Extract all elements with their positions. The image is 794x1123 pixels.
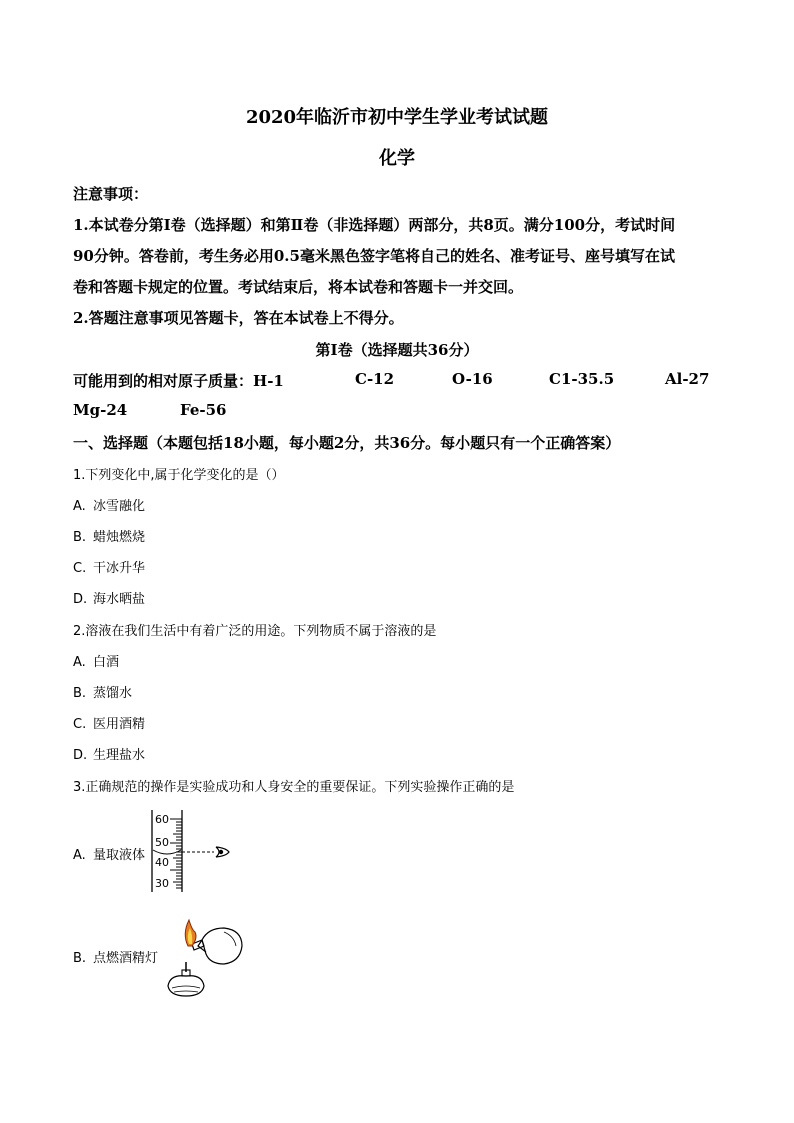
option-text: 白酒 [93, 655, 120, 670]
option-letter: B. [73, 686, 87, 701]
option-letter: B. [73, 530, 87, 545]
cylinder-tick-label-60: 60 [155, 813, 169, 826]
notice-heading: 注意事项： [73, 185, 149, 203]
question-1-option-d[interactable] [73, 588, 145, 607]
masses-label-text: 可能用到的相对原子质量： [73, 372, 254, 390]
option-letter: A. [73, 655, 86, 670]
mass-mg: Mg-24 [73, 401, 128, 419]
question-3-option-a[interactable] [73, 844, 145, 863]
graduated-cylinder-figure [148, 808, 238, 894]
question-2-option-a[interactable] [73, 651, 119, 670]
part1-title: 一、选择题（本题包括18小题，每小题2分，共36分。每小题只有一个正确答案） [73, 434, 621, 452]
masses-label [73, 370, 284, 391]
mass-c: C-12 [355, 370, 395, 388]
mass-fe: Fe-56 [180, 401, 227, 419]
upright-lamp [168, 962, 204, 996]
question-1-stem: 1.下列变化中,属于化学变化的是（） [73, 468, 285, 483]
mass-al: Al-27 [665, 370, 710, 388]
option-text: 量取液体 [93, 848, 146, 863]
question-3-option-b[interactable] [73, 947, 158, 966]
option-text: 冰雪融化 [93, 499, 146, 514]
option-text: 点燃酒精灯 [93, 951, 159, 966]
subject-title: 化学 [379, 148, 415, 169]
option-text: 干冰升华 [93, 561, 146, 576]
option-letter: D. [73, 748, 88, 763]
cylinder-tick-label-30: 30 [155, 877, 169, 890]
mass-h: H-1 [253, 372, 284, 390]
option-text: 蒸馏水 [93, 686, 133, 701]
question-1-option-c[interactable] [73, 557, 145, 576]
notice-item1-line3: 卷和答题卡规定的位置。考试结束后，将本试卷和答题卡一并交回。 [73, 278, 524, 296]
question-2-option-d[interactable] [73, 744, 145, 763]
option-text: 海水晒盐 [93, 592, 146, 607]
mass-cl: C1-35.5 [549, 370, 615, 388]
notice-item1-line2: 90分钟。答卷前，考生务必用0.5毫米黑色签字笔将自己的姓名、准考证号、座号填写在试 [73, 247, 675, 265]
notice-item1-line1: 1.本试卷分第Ⅰ卷（选择题）和第Ⅱ卷（非选择题）两部分，共8页。满分100分，考试时间 [73, 216, 676, 234]
option-text: 蜡烛燃烧 [93, 530, 146, 545]
section1-title: 第Ⅰ卷（选择题共36分） [315, 341, 479, 359]
notice-item2: 2.答题注意事项见答题卡，答在本试卷上不得分。 [73, 309, 404, 327]
option-letter: A. [73, 848, 86, 863]
question-3-stem: 3.正确规范的操作是实验成功和人身安全的重要保证。下列实验操作正确的是 [73, 780, 515, 795]
cylinder-tick-label-50: 50 [155, 836, 169, 849]
question-2-option-b[interactable] [73, 682, 132, 701]
exam-title: 2020年临沂市初中学生学业考试试题 [245, 107, 549, 128]
alcohol-lamp-figure [162, 910, 246, 1000]
flame-icon [185, 920, 196, 946]
liquid-meniscus [153, 850, 181, 854]
option-letter: B. [73, 951, 87, 966]
question-2-stem: 2.溶液在我们生活中有着广泛的用途。下列物质不属于溶液的是 [73, 624, 437, 639]
option-letter: D. [73, 592, 88, 607]
option-letter: C. [73, 561, 87, 576]
option-letter: C. [73, 717, 87, 732]
eye-icon [216, 847, 229, 857]
tilted-lamp [192, 928, 242, 964]
mass-o: O-16 [452, 370, 493, 388]
question-1-option-a[interactable] [73, 495, 145, 514]
question-2-option-c[interactable] [73, 713, 145, 732]
cylinder-tick-label-40: 40 [155, 856, 169, 869]
option-text: 生理盐水 [93, 748, 146, 763]
option-letter: A. [73, 499, 86, 514]
option-text: 医用酒精 [93, 717, 146, 732]
question-1-option-b[interactable] [73, 526, 145, 545]
